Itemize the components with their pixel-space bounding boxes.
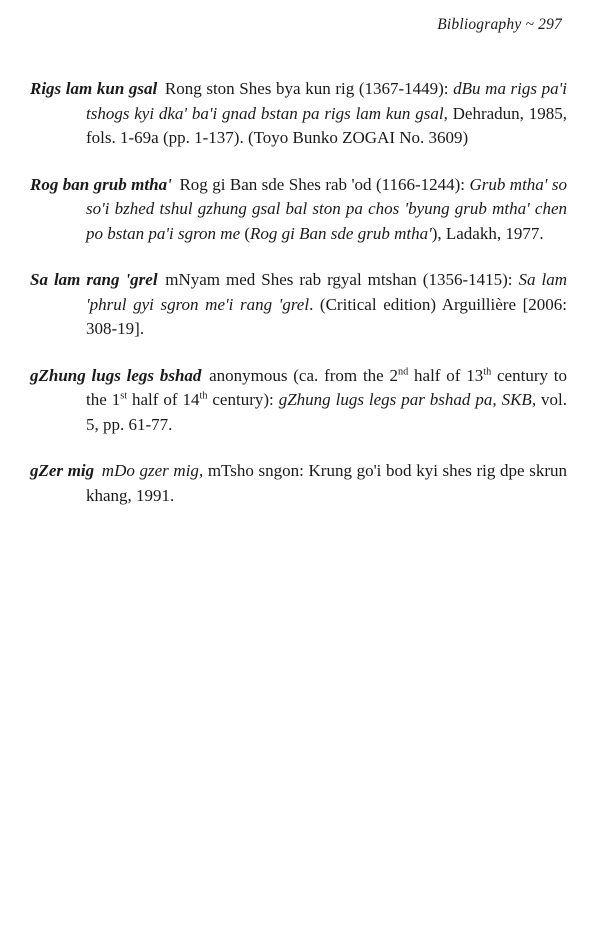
- entry-details: , Dehradun, 1985, fols. 1-69a (pp. 1-137). (Toyo Bunko ZOGAI No. 3609): [86, 103, 567, 147]
- entry-headword: Sa lam rang 'grel: [30, 270, 158, 289]
- entry-separator: (: [240, 223, 251, 243]
- entry-author: mNyam med Shes rab rgyal mtshan (1356-1415):: [165, 270, 519, 289]
- entry-details: . (Critical edition) Arguillière [2006: 308-19].: [86, 294, 568, 338]
- ordinal-suffix: st: [120, 390, 128, 402]
- bibliography-entry: [30, 364, 567, 438]
- entry-author-text: anonymous (ca. from the 2: [209, 365, 399, 385]
- bibliography-list: [30, 60, 567, 530]
- entry-author-text: half of 13: [408, 365, 484, 385]
- ordinal-suffix: th: [199, 390, 208, 402]
- bibliography-entry: [30, 173, 567, 247]
- entry-details: ), Ladakh, 1977.: [431, 223, 544, 243]
- running-head: Bibliography ~ 297: [437, 16, 562, 33]
- entry-headword: gZhung lugs legs bshad: [30, 365, 202, 385]
- ordinal-suffix: nd: [398, 365, 409, 377]
- entry-author-text: century to the 1: [86, 365, 568, 409]
- bibliography-entry: [30, 268, 567, 342]
- entry-short-title: Rog gi Ban sde grub mtha': [250, 223, 432, 243]
- entry-author-text: half of 14: [127, 390, 200, 409]
- entry-headword: Rigs lam kun gsal: [30, 79, 158, 98]
- entry-author-text: century):: [207, 390, 279, 409]
- entry-title: gZhung lugs legs par bshad pa: [278, 390, 493, 409]
- entry-title: mDo gzer mig: [101, 461, 199, 480]
- entry-author: Rong ston Shes bya kun rig (1367-1449):: [164, 79, 454, 98]
- entry-headword: gZer mig: [30, 461, 95, 480]
- entry-author: Rog gi Ban sde Shes rab 'od (1166-1244):: [179, 174, 470, 194]
- bibliography-entry: [30, 459, 567, 508]
- bibliography-entry: [30, 77, 567, 151]
- entry-title: Sa lam 'phrul gyi sgron me'i rang 'grel: [86, 270, 567, 314]
- entry-series-title: SKB: [501, 390, 532, 409]
- entry-title: dBu ma rigs pa'i tshogs kyi dka' ba'i gnad bstan pa rigs lam kun gsal: [86, 79, 567, 123]
- entry-title: Grub mtha' so so'i bzhed tshul gzhung gsal bal ston pa chos 'byung grub mtha' chen po bstan pa'i sgron me: [86, 174, 567, 243]
- entry-details: , vol. 5, pp. 61-77.: [86, 390, 567, 434]
- entry-headword: Rog ban grub mtha': [30, 174, 172, 194]
- entry-details: , mTsho sngon: Krung go'i bod kyi shes rig dpe skrun khang, 1991.: [86, 461, 567, 505]
- ordinal-suffix: th: [483, 365, 492, 377]
- entry-separator: ,: [492, 390, 502, 409]
